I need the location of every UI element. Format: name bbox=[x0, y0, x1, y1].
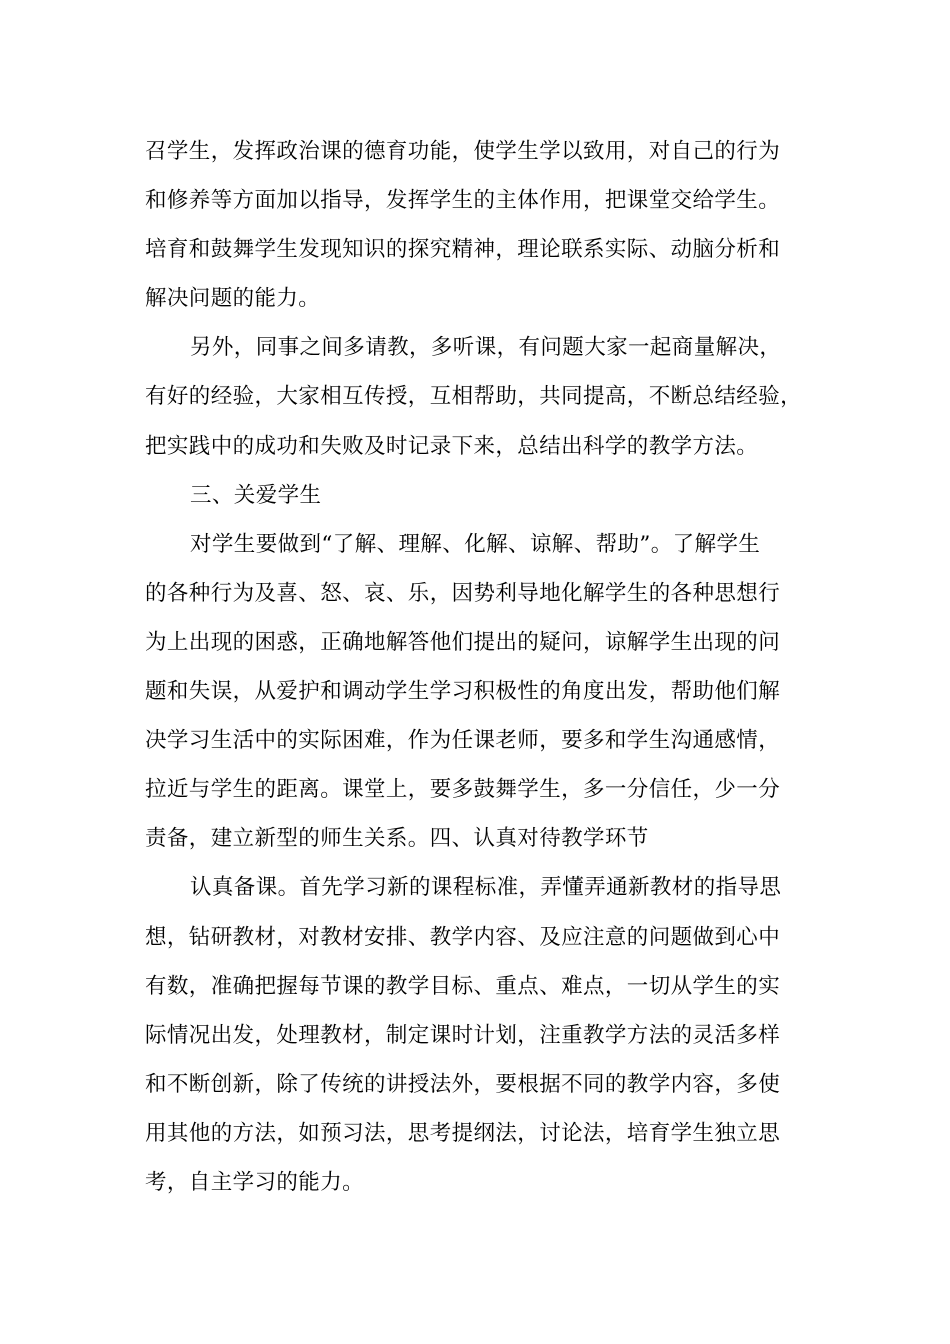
text-line: 际情况出发，处理教材，制定课时计划，注重教学方法的灵活多样 bbox=[145, 1022, 781, 1048]
text-line: 召学生，发挥政治课的德育功能，使学生学以致用，对自己的行为 bbox=[145, 139, 781, 164]
text-line: 考，自主学习的能力。 bbox=[145, 1169, 365, 1195]
text-line: 决学习生活中的实际困难，作为任课老师，要多和学生沟通感情， bbox=[145, 728, 781, 754]
text-line: 为上出现的困惑，正确地解答他们提出的疑问，谅解学生出现的问 bbox=[145, 629, 781, 655]
text-line: 有好的经验，大家相互传授，互相帮助，共同提高，不断总结经验， bbox=[145, 384, 803, 410]
text-line: 责备，建立新型的师生关系。四、认真对待教学环节 bbox=[145, 826, 649, 852]
text-line: 和不断创新，除了传统的讲授法外，要根据不同的教学内容，多使 bbox=[145, 1071, 781, 1097]
document-body bbox=[145, 127, 810, 1207]
text-line: 的各种行为及喜、怒、哀、乐，因势利导地化解学生的各种思想行 bbox=[145, 580, 781, 606]
paragraph-start-line: 认真备课。首先学习新的课程标准，弄懂弄通新教材的指导思 bbox=[190, 875, 782, 901]
text-line: 用其他的方法，如预习法，思考提纲法，讨论法，培育学生独立思 bbox=[145, 1120, 781, 1146]
text-line: 和修养等方面加以指导，发挥学生的主体作用，把课堂交给学生。 bbox=[145, 188, 781, 214]
text-line: 题和失误，从爱护和调动学生学习积极性的角度出发，帮助他们解 bbox=[145, 679, 781, 705]
text-line: 想，钻研教材，对教材安排、教学内容、及应注意的问题做到心中 bbox=[145, 924, 781, 950]
text-line: 解决问题的能力。 bbox=[145, 286, 321, 312]
text-line: 拉近与学生的距离。课堂上，要多鼓舞学生，多一分信任，少一分 bbox=[145, 777, 781, 803]
text-line: 培育和鼓舞学生发现知识的探究精神，理论联系实际、动脑分析和 bbox=[145, 237, 781, 263]
section-heading: 三、关爱学生 bbox=[190, 482, 322, 508]
paragraph-start-line: 对学生要做到“了解、理解、化解、谅解、帮助”。了解学生 bbox=[190, 531, 761, 557]
paragraph-start-line: 另外，同事之间多请教，多听课，有问题大家一起商量解决， bbox=[190, 335, 782, 361]
text-line: 有数，准确把握每节课的教学目标、重点、难点，一切从学生的实 bbox=[145, 973, 781, 999]
text-line: 把实践中的成功和失败及时记录下来，总结出科学的教学方法。 bbox=[145, 433, 759, 459]
